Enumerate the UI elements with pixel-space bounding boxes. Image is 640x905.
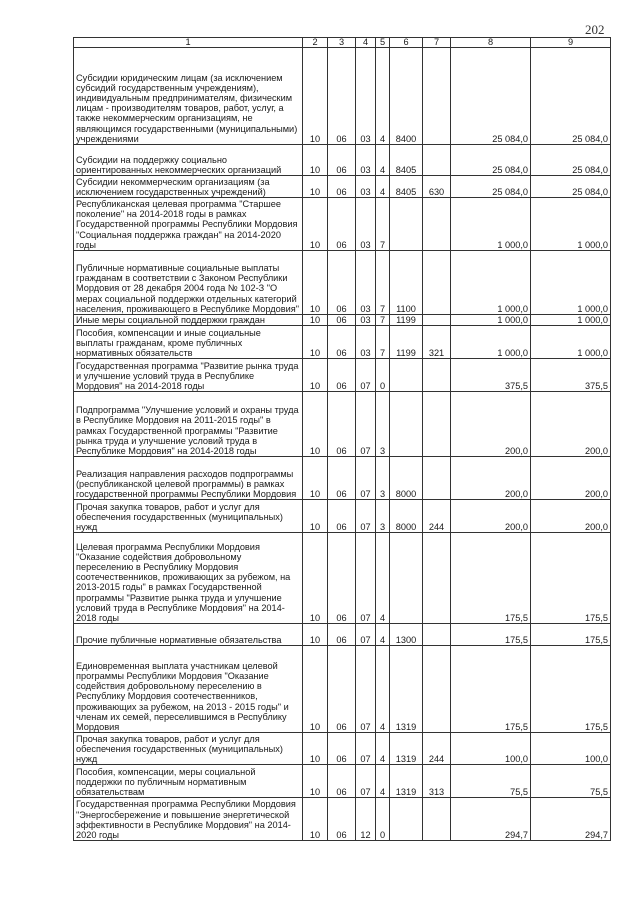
cell-col8: 25 084,0 (451, 145, 531, 176)
table-row (74, 251, 611, 315)
cell-col3: 06 (328, 359, 356, 392)
cell-col6 (390, 359, 423, 392)
cell-col2: 10 (303, 145, 328, 176)
cell-col6: 8000 (390, 500, 423, 533)
cell-col4: 03 (356, 145, 376, 176)
cell-col8: 200,0 (451, 457, 531, 500)
row-description: Иные меры социальной поддержки граждан (74, 315, 303, 326)
cell-col8: 1 000,0 (451, 315, 531, 326)
cell-col6: 8000 (390, 457, 423, 500)
cell-col2: 10 (303, 198, 328, 251)
cell-col6: 8400 (390, 48, 423, 145)
cell-col3: 06 (328, 251, 356, 315)
cell-col3: 06 (328, 326, 356, 359)
cell-col3: 06 (328, 624, 356, 646)
cell-col9: 100,0 (531, 733, 611, 765)
cell-col7: 244 (423, 733, 451, 765)
cell-col2: 10 (303, 48, 328, 145)
cell-col9: 200,0 (531, 392, 611, 457)
cell-col6: 1199 (390, 315, 423, 326)
row-description: Субсидии на поддержку социально ориентированных некоммерческих организаций (74, 145, 303, 176)
cell-col5: 4 (376, 646, 390, 733)
cell-col7 (423, 145, 451, 176)
cell-col4: 07 (356, 359, 376, 392)
cell-col6 (390, 392, 423, 457)
cell-col8: 1 000,0 (451, 251, 531, 315)
cell-col5: 4 (376, 533, 390, 624)
table-row (74, 48, 611, 145)
header-cell-6: 6 (390, 38, 423, 48)
cell-col5: 3 (376, 500, 390, 533)
table-row (74, 359, 611, 392)
row-description: Публичные нормативные социальные выплаты гражданам в соответствии с Законом Республики Мордовия от 28 декабря 2004 года № 102-З "О мерах социальной поддержки отдельных категорий населения, проживающего в Республике Мордовия" (74, 251, 303, 315)
cell-col2: 10 (303, 359, 328, 392)
table-row (74, 145, 611, 176)
table-row (74, 646, 611, 733)
page-number: 202 (585, 22, 605, 37)
cell-col5: 7 (376, 315, 390, 326)
row-description: Подпрограмма "Улучшение условий и охраны труда в Республике Мордовия на 2011-2015 годы" в рамках Государственной программы "Развитие рынка труда и улучшение условий труда в Республике Мордовия" на 2014-2018 годы (74, 392, 303, 457)
table-row (74, 500, 611, 533)
header-cell-5: 5 (376, 38, 390, 48)
cell-col9: 294,7 (531, 798, 611, 841)
cell-col6 (390, 198, 423, 251)
cell-col2: 10 (303, 765, 328, 798)
cell-col9: 25 084,0 (531, 176, 611, 198)
cell-col8: 1 000,0 (451, 326, 531, 359)
cell-col3: 06 (328, 145, 356, 176)
cell-col7 (423, 359, 451, 392)
cell-col4: 03 (356, 198, 376, 251)
cell-col4: 07 (356, 500, 376, 533)
cell-col7 (423, 315, 451, 326)
table-row (74, 326, 611, 359)
cell-col2: 10 (303, 733, 328, 765)
header-cell-1: 1 (74, 38, 303, 48)
cell-col8: 175,5 (451, 646, 531, 733)
cell-col7 (423, 198, 451, 251)
cell-col3: 06 (328, 48, 356, 145)
table-row (74, 392, 611, 457)
cell-col7 (423, 392, 451, 457)
cell-col7 (423, 798, 451, 841)
cell-col4: 03 (356, 48, 376, 145)
cell-col6 (390, 798, 423, 841)
cell-col9: 1 000,0 (531, 198, 611, 251)
cell-col5: 4 (376, 733, 390, 765)
cell-col9: 200,0 (531, 500, 611, 533)
cell-col3: 06 (328, 646, 356, 733)
cell-col5: 4 (376, 176, 390, 198)
cell-col6 (390, 533, 423, 624)
cell-col2: 10 (303, 798, 328, 841)
cell-col2: 10 (303, 500, 328, 533)
cell-col5: 4 (376, 765, 390, 798)
row-description: Целевая программа Республики Мордовия "Оказание содействия добровольному переселению в Республику Мордовия соотечественников, проживающих за рубежом, на 2013-2015 годы" в рамках Государственной программы "Развитие рынка труда и улучшение условий труда в Республике Мордовия" на 2014-2018 годы (74, 533, 303, 624)
cell-col3: 06 (328, 500, 356, 533)
cell-col2: 10 (303, 326, 328, 359)
row-description: Прочая закупка товаров, работ и услуг для обеспечения государственных (муниципальных) нужд (74, 733, 303, 765)
cell-col6: 1319 (390, 646, 423, 733)
cell-col7 (423, 48, 451, 145)
cell-col5: 0 (376, 798, 390, 841)
cell-col3: 06 (328, 765, 356, 798)
cell-col2: 10 (303, 392, 328, 457)
cell-col9: 25 084,0 (531, 145, 611, 176)
row-description: Прочие публичные нормативные обязательства (74, 624, 303, 646)
cell-col5: 4 (376, 145, 390, 176)
cell-col5: 3 (376, 457, 390, 500)
table-header (74, 38, 611, 48)
table-row (74, 733, 611, 765)
header-row (74, 38, 611, 48)
row-description: Субсидии юридическим лицам (за исключением субсидий государственным учреждениям), индивидуальным предпринимателям, физическим лицам - производителям товаров, работ, услуг, а также некоммерческим организациям, не являющимся государственными (муниципальными) учреждениями (74, 48, 303, 145)
cell-col3: 06 (328, 392, 356, 457)
row-description: Субсидии некоммерческим организациям (за исключением государственных учреждений) (74, 176, 303, 198)
cell-col4: 07 (356, 392, 376, 457)
cell-col9: 25 084,0 (531, 48, 611, 145)
table-row (74, 624, 611, 646)
cell-col8: 100,0 (451, 733, 531, 765)
header-cell-3: 3 (328, 38, 356, 48)
cell-col2: 10 (303, 624, 328, 646)
cell-col7: 630 (423, 176, 451, 198)
table-body (74, 48, 611, 841)
cell-col7: 321 (423, 326, 451, 359)
cell-col9: 1 000,0 (531, 251, 611, 315)
cell-col4: 03 (356, 176, 376, 198)
row-description: Государственная программа "Развитие рынка труда и улучшение условий труда в Республике Мордовия" на 2014-2018 годы (74, 359, 303, 392)
cell-col8: 175,5 (451, 624, 531, 646)
cell-col8: 1 000,0 (451, 198, 531, 251)
cell-col4: 03 (356, 315, 376, 326)
cell-col7 (423, 457, 451, 500)
cell-col7 (423, 624, 451, 646)
cell-col4: 03 (356, 251, 376, 315)
cell-col4: 12 (356, 798, 376, 841)
cell-col8: 200,0 (451, 500, 531, 533)
cell-col9: 75,5 (531, 765, 611, 798)
cell-col6: 1100 (390, 251, 423, 315)
cell-col3: 06 (328, 733, 356, 765)
cell-col5: 7 (376, 198, 390, 251)
header-cell-8: 8 (451, 38, 531, 48)
cell-col7 (423, 646, 451, 733)
cell-col4: 07 (356, 646, 376, 733)
cell-col9: 375,5 (531, 359, 611, 392)
cell-col3: 06 (328, 533, 356, 624)
cell-col8: 200,0 (451, 392, 531, 457)
cell-col7: 313 (423, 765, 451, 798)
cell-col6: 1319 (390, 765, 423, 798)
cell-col5: 3 (376, 392, 390, 457)
cell-col5: 7 (376, 251, 390, 315)
table-row (74, 765, 611, 798)
cell-col9: 1 000,0 (531, 315, 611, 326)
cell-col7 (423, 533, 451, 624)
cell-col4: 07 (356, 533, 376, 624)
cell-col8: 294,7 (451, 798, 531, 841)
cell-col2: 10 (303, 533, 328, 624)
header-cell-9: 9 (531, 38, 611, 48)
table-row (74, 798, 611, 841)
header-cell-7: 7 (423, 38, 451, 48)
table-row (74, 315, 611, 326)
cell-col5: 0 (376, 359, 390, 392)
row-description: Единовременная выплата участникам целевой программы Республики Мордовия "Оказание содействия добровольному переселению в Республику Мордовия соотечественников, проживающих за рубежом, на 2013 - 2015 годы" и членам их семей, переселившимся в Республику Мордовия (74, 646, 303, 733)
row-description: Пособия, компенсации, меры социальной поддержки по публичным нормативным обязательствам (74, 765, 303, 798)
table-row (74, 457, 611, 500)
cell-col7 (423, 251, 451, 315)
cell-col5: 7 (376, 326, 390, 359)
cell-col4: 07 (356, 765, 376, 798)
cell-col8: 75,5 (451, 765, 531, 798)
table-row (74, 533, 611, 624)
cell-col3: 06 (328, 315, 356, 326)
cell-col2: 10 (303, 315, 328, 326)
header-cell-2: 2 (303, 38, 328, 48)
cell-col6: 1319 (390, 733, 423, 765)
cell-col6: 1199 (390, 326, 423, 359)
row-description: Прочая закупка товаров, работ и услуг для обеспечения государственных (муниципальных) нужд (74, 500, 303, 533)
cell-col4: 03 (356, 326, 376, 359)
cell-col2: 10 (303, 251, 328, 315)
cell-col3: 06 (328, 798, 356, 841)
table-row (74, 198, 611, 251)
cell-col7: 244 (423, 500, 451, 533)
cell-col9: 1 000,0 (531, 326, 611, 359)
cell-col6: 1300 (390, 624, 423, 646)
cell-col4: 07 (356, 457, 376, 500)
cell-col2: 10 (303, 646, 328, 733)
cell-col8: 25 084,0 (451, 48, 531, 145)
cell-col4: 07 (356, 733, 376, 765)
row-description: Республиканская целевая программа "Старшее поколение" на 2014-2018 годы в рамках Государственной программы Республики Мордовия "Социальная поддержка граждан" на 2014-2020 годы (74, 198, 303, 251)
header-cell-4: 4 (356, 38, 376, 48)
cell-col4: 07 (356, 624, 376, 646)
cell-col9: 175,5 (531, 533, 611, 624)
cell-col8: 175,5 (451, 533, 531, 624)
cell-col2: 10 (303, 457, 328, 500)
cell-col3: 06 (328, 176, 356, 198)
cell-col6: 8405 (390, 145, 423, 176)
cell-col3: 06 (328, 198, 356, 251)
cell-col5: 4 (376, 624, 390, 646)
row-description: Государственная программа Республики Мордовия "Энергосбережение и повышение энергетической эффективности в Республике Мордовия" на 2014-2020 годы (74, 798, 303, 841)
budget-table (73, 37, 611, 841)
row-description: Реализация направления расходов подпрограммы (республиканской целевой программы) в рамках государственной программы Республики Мордовия (74, 457, 303, 500)
cell-col3: 06 (328, 457, 356, 500)
cell-col5: 4 (376, 48, 390, 145)
cell-col9: 200,0 (531, 457, 611, 500)
cell-col8: 375,5 (451, 359, 531, 392)
row-description: Пособия, компенсации и иные социальные выплаты гражданам, кроме публичных нормативных обязательств (74, 326, 303, 359)
cell-col9: 175,5 (531, 646, 611, 733)
table-row (74, 176, 611, 198)
cell-col8: 25 084,0 (451, 176, 531, 198)
cell-col2: 10 (303, 176, 328, 198)
cell-col9: 175,5 (531, 624, 611, 646)
cell-col6: 8405 (390, 176, 423, 198)
